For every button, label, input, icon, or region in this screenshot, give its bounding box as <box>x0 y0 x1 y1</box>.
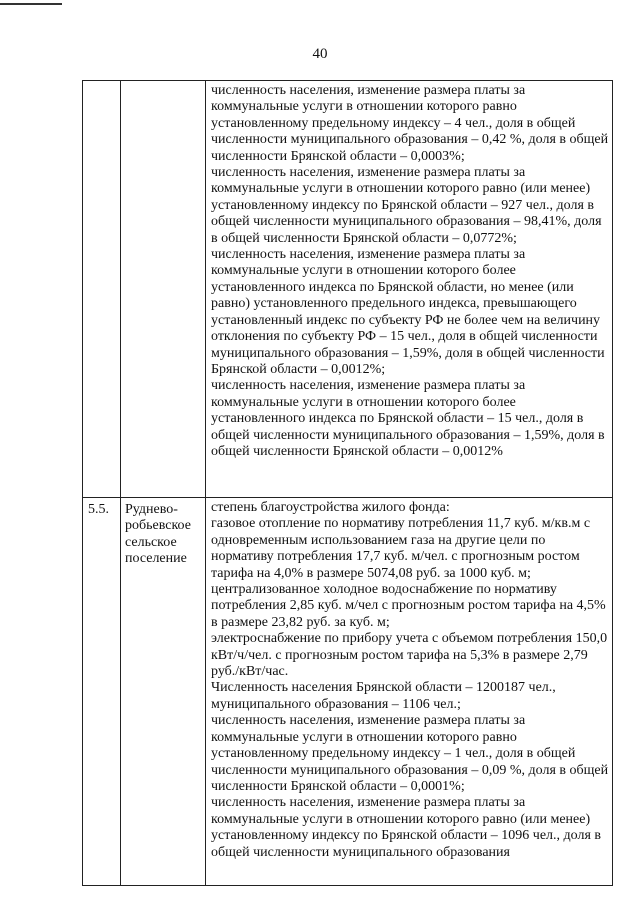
paragraph: централизованное холодное водоснабжение по нормативу потребления 2,85 куб. м/чел с прогнозным ростом тарифа на 4,5% в размере 23,82 руб. за куб. м; <box>211 582 606 630</box>
row-number-cell <box>83 498 121 886</box>
settlement-name: Руднево-робьевское сельское поселение <box>125 502 191 567</box>
description-cell <box>206 81 613 498</box>
table-row-continued <box>83 81 613 498</box>
settlement-name-cell <box>121 81 206 498</box>
data-table <box>82 80 613 886</box>
top-edge-mark <box>0 3 62 5</box>
settlement-name-cell <box>121 498 206 886</box>
paragraph: электроснабжение по прибору учета с объемом потребления 150,0 кВт/ч/чел. с прогнозным ростом тарифа на 5,3% в размере 2,79 руб./кВт/час. <box>211 631 608 680</box>
settlement-name <box>121 81 205 85</box>
paragraph: численность населения, изменение размера платы за коммунальные услуги в отношении которого равно установленному предельному индексу – 4 чел., доля в общей численности муниципального образования – 0,42 %, доля в общей численности Брянской области – 0,0003%; <box>211 83 609 164</box>
paragraph: Численность населения Брянской области – 1200187 чел., муниципального образования – 1106 чел.; <box>211 680 556 712</box>
paragraph: численность населения, изменение размера платы за коммунальные услуги в отношении которого более установленного индекса по Брянской области, но менее (или равно) установленного предельного индекса, превышающего установленный индекс по субъекту РФ не более чем на величину отклонения по субъекту РФ – 15 чел., доля в общей численности муниципального образования – 1,59%, доля в общей численности Брянской области – 0,0012%; <box>211 247 605 377</box>
page-number: 40 <box>312 46 328 62</box>
row-number-cell <box>83 81 121 498</box>
table-row-rudnevo <box>83 498 613 886</box>
row-number: 5.5. <box>88 502 109 517</box>
paragraph: численность населения, изменение размера платы за коммунальные услуги в отношении которого равно (или менее) установленному индексу по Брянской области – 1096 чел., доля в общей численности муниципального образования <box>211 795 601 860</box>
paragraph: численность населения, изменение размера платы за коммунальные услуги в отношении которого равно (или менее) установленному индексу по Брянской области – 927 чел., доля в общей численности муниципального образования – 98,41%, доля в общей численности Брянской области – 0,0772%; <box>211 165 602 246</box>
paragraph: численность населения, изменение размера платы за коммунальные услуги в отношении которого равно установленному предельному индексу – 1 чел., доля в общей численности муниципального образования – 0,09 %, доля в общей численности Брянской области – 0,0001%; <box>211 713 609 794</box>
paragraph: газовое отопление по нормативу потребления 11,7 куб. м/кв.м с одновременным использованием газа на другие цели по нормативу потребления 17,7 куб. м/чел. с прогнозным ростом тарифа на 4,0% в размере 5074,08 руб. за 1000 куб. м; <box>211 516 591 581</box>
paragraph: степень благоустройства жилого фонда: <box>211 500 450 515</box>
row-number <box>83 81 120 85</box>
description-cell <box>206 498 613 886</box>
paragraph: численность населения, изменение размера платы за коммунальные услуги в отношении которого более установленного индекса по Брянской области – 15 чел., доля в общей численности муниципального образования – 1,59%, доля в общей численности Брянской области – 0,0012% <box>211 378 605 459</box>
